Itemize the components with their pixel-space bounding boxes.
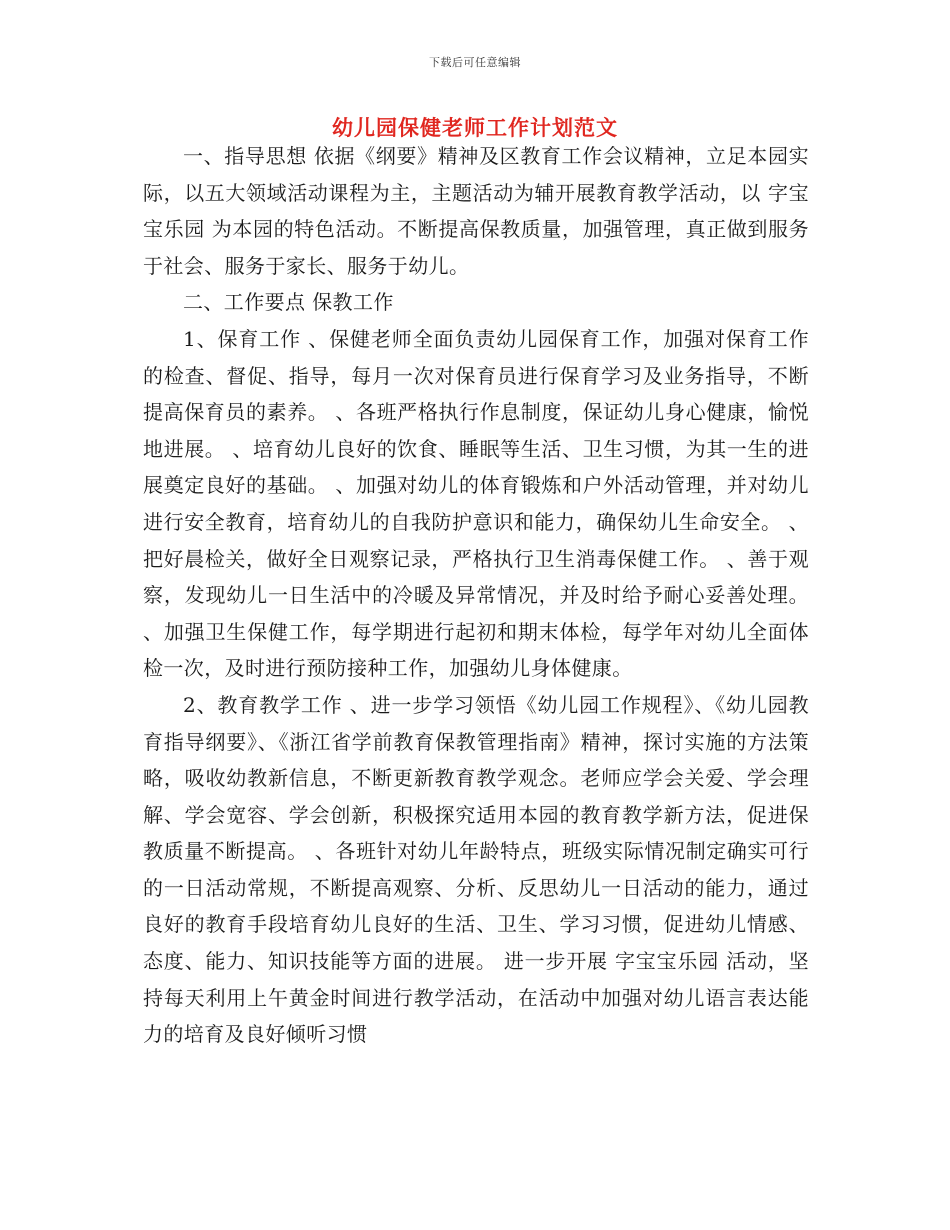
- header-note: 下载后可任意编辑: [429, 56, 521, 69]
- paragraph-work-points: 二、工作要点 保教工作: [183, 290, 394, 315]
- document-body: [143, 138, 809, 1053]
- paragraph-care-work: 1、保育工作 、保健老师全面负责幼儿园保育工作，加强对保育工作的检查、督促、指导，每月一次对保育员进行保育学习及业务指导，不断提高保育员的素养。 、各班严格执行作息制度，保证幼儿身心健康，愉悦地进展。 、培育幼儿良好的饮食、睡眠等生活、卫生习惯，为其一生的进展奠定良好的基础。 、加强对幼儿的体育锻炼和户外活动管理，并对幼儿进行安全教育，培育幼儿的自我防护意识和能力，确保幼儿生命安全。 、把好晨检关，做好全日观察记录，严格执行卫生消毒保健工作。 、善于观察，发现幼儿一日生活中的冷暖及异常情况，并及时给予耐心妥善处理。 、加强卫生保健工作，每学期进行起初和期末体检，每学年对幼儿全面体检一次，及时进行预防接种工作，加强幼儿身体健康。: [143, 326, 809, 681]
- paragraph-teaching-work: 2、教育教学工作 、进一步学习领悟《幼儿园工作规程》、《幼儿园教育指导纲要》、《浙江省学前教育保教管理指南》精神，探讨实施的方法策略，吸收幼教新信息，不断更新教育教学观念。老师应学会关爱、学会理解、学会宽容、学会创新，积极探究适用本园的教育教学新方法，促进保教质量不断提高。 、各班针对幼儿年龄特点，班级实际情况制定确实可行的一日活动常规，不断提高观察、分析、反思幼儿一日活动的能力，通过良好的教育手段培育幼儿良好的生活、卫生、学习习惯，促进幼儿情感、态度、能力、知识技能等方面的进展。 进一步开展 字宝宝乐园 活动，坚持每天利用上午黄金时间进行教学活动，在活动中加强对幼儿语言表达能力的培育及良好倾听习惯: [143, 692, 809, 1047]
- document-title: 幼儿园保健老师工作计划范文: [332, 115, 618, 140]
- paragraph-guiding-ideology: 一、指导思想 依据《纲要》精神及区教育工作会议精神，立足本园实际，以五大领域活动课程为主，主题活动为辅开展教育教学活动，以 字宝宝乐园 为本园的特色活动。不断提高保教质量，加强管理，真正做到服务于社会、服务于家长、服务于幼儿。: [143, 144, 809, 278]
